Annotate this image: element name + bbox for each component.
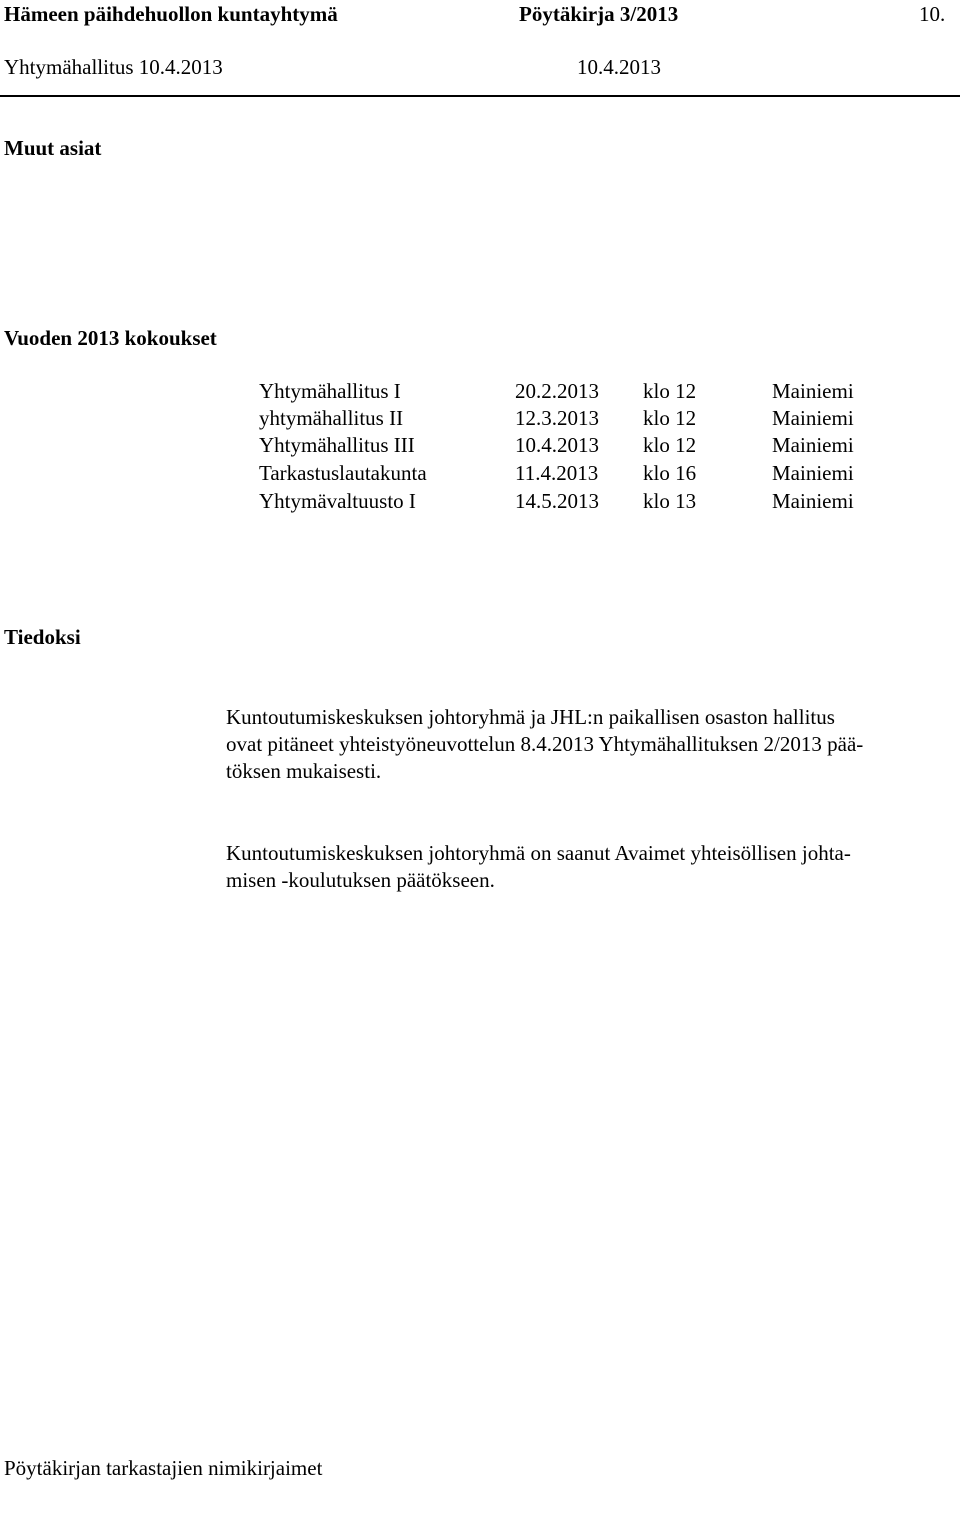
- meeting-date-cell: 12.3.2013: [515, 406, 599, 430]
- meeting-place: Mainiemi: [772, 461, 854, 485]
- meeting-date-cell: 20.2.2013: [515, 379, 599, 403]
- paragraph-line: töksen mukaisesti.: [226, 759, 382, 783]
- section-heading-muut-asiat: Muut asiat: [4, 136, 102, 160]
- meeting-time: klo 16: [643, 461, 697, 485]
- section-heading-kokoukset: Vuoden 2013 kokoukset: [4, 326, 217, 350]
- paragraph-line: misen -koulutuksen päätökseen.: [226, 868, 495, 892]
- header-divider: [0, 95, 960, 97]
- document-title: Pöytäkirja 3/2013: [519, 2, 679, 26]
- meeting-body: Yhtymähallitus I: [259, 379, 401, 403]
- meeting-place: Mainiemi: [772, 433, 854, 457]
- meeting-date-cell: 14.5.2013: [515, 489, 599, 513]
- info-paragraph: [226, 840, 946, 894]
- meeting-time: klo 12: [643, 406, 697, 430]
- page-number: 10.: [919, 2, 946, 26]
- meeting-row: [0, 408, 960, 434]
- meeting-body: Tarkastuslautakunta: [259, 461, 427, 485]
- meeting-place: Mainiemi: [772, 379, 854, 403]
- meeting-row: [0, 435, 960, 461]
- meeting-time: klo 12: [643, 379, 697, 403]
- organization-name: Hämeen päihdehuollon kuntayhtymä: [4, 2, 338, 26]
- meeting-body: yhtymähallitus II: [259, 406, 404, 430]
- info-paragraph: [226, 704, 946, 785]
- meeting-body: Yhtymävaltuusto I: [259, 489, 416, 513]
- section-heading-tiedoksi: Tiedoksi: [4, 625, 81, 649]
- meeting-date-cell: 11.4.2013: [515, 461, 599, 485]
- paragraph-line: Kuntoutumiskeskuksen johtoryhmä ja JHL:n paikallisen osaston hallitus: [226, 705, 835, 729]
- meeting-date-cell: 10.4.2013: [515, 433, 599, 457]
- signatures-label: Pöytäkirjan tarkastajien nimikirjaimet: [4, 1456, 323, 1480]
- meeting-label: Yhtymähallitus 10.4.2013: [4, 55, 223, 79]
- meeting-time: klo 13: [643, 489, 697, 513]
- meeting-row: [0, 463, 960, 489]
- meeting-place: Mainiemi: [772, 489, 854, 513]
- meeting-row: [0, 491, 960, 517]
- meeting-body: Yhtymähallitus III: [259, 433, 415, 457]
- meeting-place: Mainiemi: [772, 406, 854, 430]
- paragraph-line: Kuntoutumiskeskuksen johtoryhmä on saanut Avaimet yhteisöllisen johta-: [226, 841, 851, 865]
- meeting-date: 10.4.2013: [577, 55, 661, 79]
- meeting-time: klo 12: [643, 433, 697, 457]
- meeting-row: [0, 381, 960, 407]
- paragraph-line: ovat pitäneet yhteistyöneuvottelun 8.4.2013 Yhtymähallituksen 2/2013 pää-: [226, 732, 864, 756]
